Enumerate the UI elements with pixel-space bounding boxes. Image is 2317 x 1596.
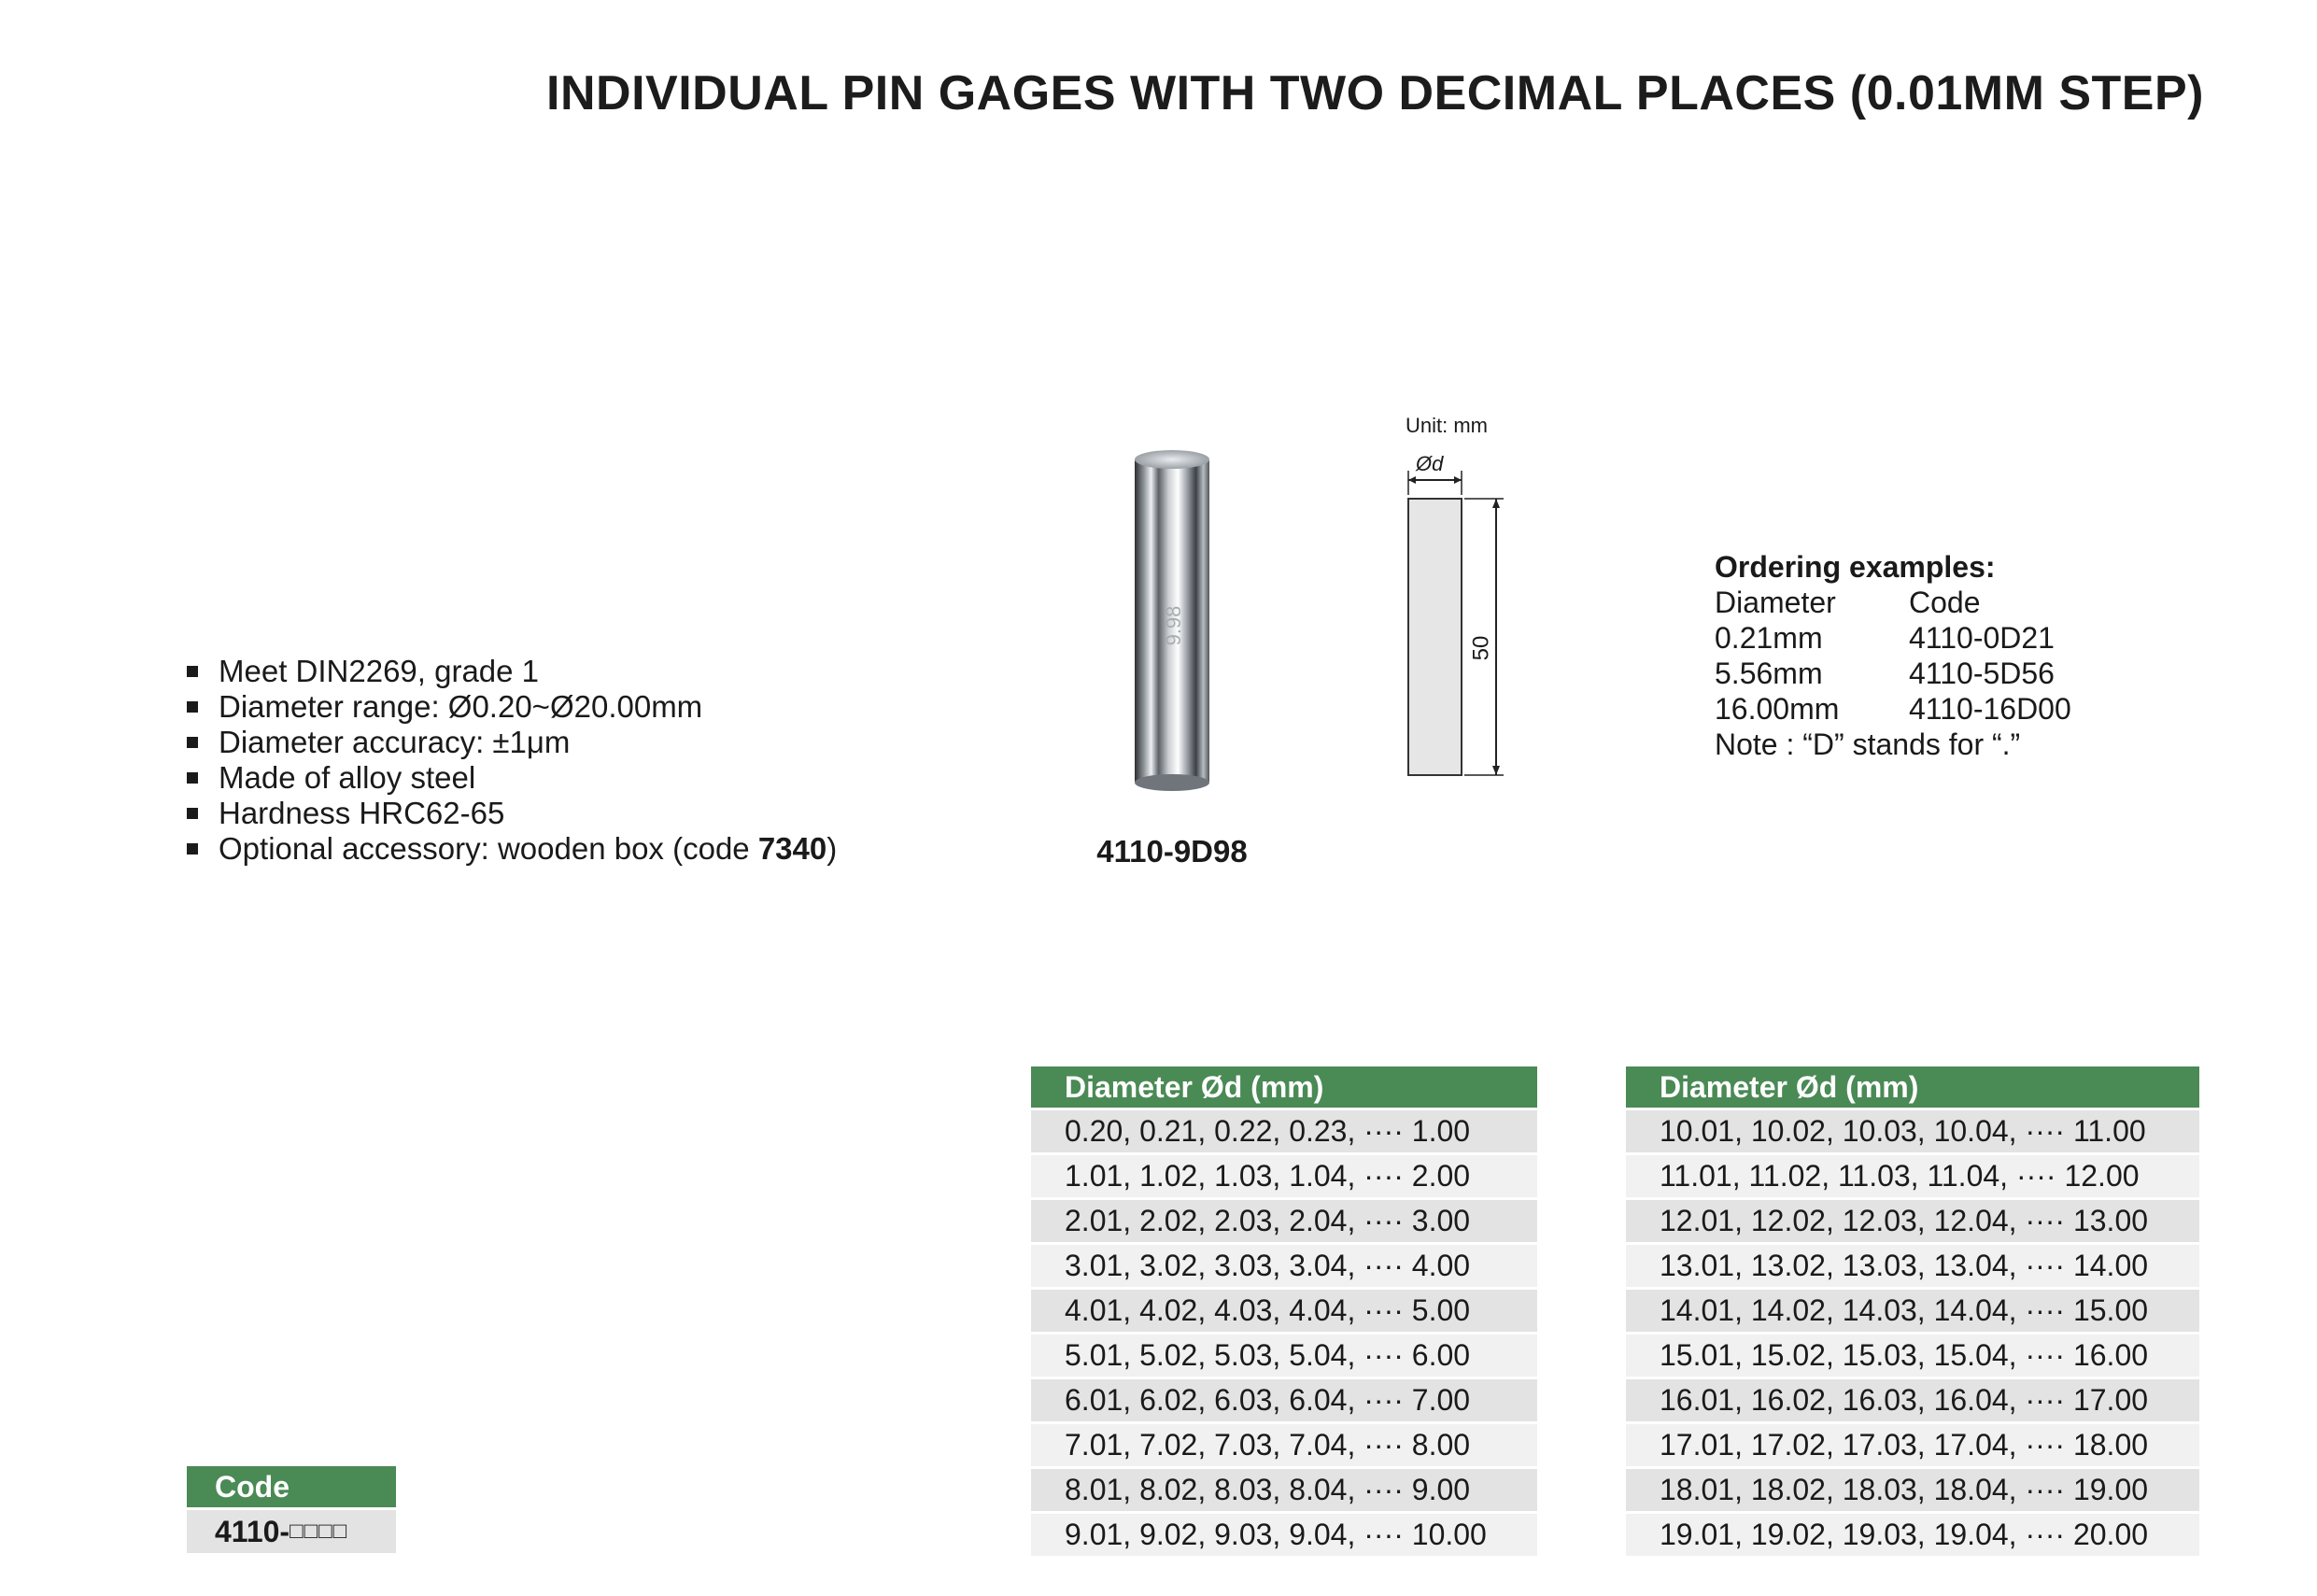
code-value: 4110- □□□□: [187, 1510, 396, 1553]
bullet-icon: [187, 701, 198, 713]
table-row: 2.01, 2.02, 2.03, 2.04, ···· 3.00: [1031, 1200, 1537, 1245]
ordering-row: 16.00mm 4110-16D00: [1715, 692, 2071, 726]
feature-list: [187, 654, 837, 867]
ordering-note: Note : “D” stands for “.”: [1715, 727, 2021, 761]
table-row: 15.01, 15.02, 15.03, 15.04, ···· 16.00: [1626, 1335, 2199, 1379]
bullet-icon: [187, 843, 198, 854]
feature-item: Optional accessory: wooden box (code 7340): [187, 831, 837, 867]
table-row: 5.01, 5.02, 5.03, 5.04, ···· 6.00: [1031, 1335, 1537, 1379]
code-header: Code: [187, 1466, 396, 1510]
table-row: 1.01, 1.02, 1.03, 1.04, ···· 2.00: [1031, 1155, 1537, 1200]
table-row: 4.01, 4.02, 4.03, 4.04, ···· 5.00: [1031, 1290, 1537, 1335]
diameter-label: Ød: [1416, 452, 1444, 475]
table-header: Diameter Ød (mm): [1031, 1066, 1537, 1110]
code-placeholder: □□□□: [290, 1518, 348, 1544]
ordering-heading: Ordering examples:: [1715, 550, 1996, 584]
table-row: 17.01, 17.02, 17.03, 17.04, ···· 18.00: [1626, 1424, 2199, 1469]
feature-item: Meet DIN2269, grade 1: [187, 654, 837, 689]
feature-item: Made of alloy steel: [187, 760, 837, 796]
page-title: INDIVIDUAL PIN GAGES WITH TWO DECIMAL PLACES (0.01MM STEP): [546, 66, 2204, 120]
feature-item: Hardness HRC62-65: [187, 796, 837, 831]
ordering-header-row: Diameter Code: [1715, 586, 1981, 619]
ordering-row: 0.21mm 4110-0D21: [1715, 621, 2055, 655]
bullet-icon: [187, 666, 198, 677]
table-row: 13.01, 13.02, 13.03, 13.04, ···· 14.00: [1626, 1245, 2199, 1290]
table-row: 16.01, 16.02, 16.03, 16.04, ···· 17.00: [1626, 1379, 2199, 1424]
diameter-table-right: [1626, 1066, 2199, 1559]
table-row: 9.01, 9.02, 9.03, 9.04, ···· 10.00: [1031, 1514, 1537, 1559]
diameter-table-left: [1031, 1066, 1537, 1559]
ordering-row: 5.56mm 4110-5D56: [1715, 657, 2055, 690]
ordering-examples: [1715, 549, 2071, 762]
pin-gage-image: [1130, 448, 1214, 794]
table-row: 6.01, 6.02, 6.03, 6.04, ···· 7.00: [1031, 1379, 1537, 1424]
table-header: Diameter Ød (mm): [1626, 1066, 2199, 1110]
table-row: 8.01, 8.02, 8.03, 8.04, ···· 9.00: [1031, 1469, 1537, 1514]
table-row: 7.01, 7.02, 7.03, 7.04, ···· 8.00: [1031, 1424, 1537, 1469]
bullet-icon: [187, 808, 198, 819]
table-row: 3.01, 3.02, 3.03, 3.04, ···· 4.00: [1031, 1245, 1537, 1290]
bullet-icon: [187, 772, 198, 784]
feature-item: Diameter accuracy: ±1μm: [187, 725, 837, 760]
feature-item: Diameter range: Ø0.20~Ø20.00mm: [187, 689, 837, 725]
table-row: 18.01, 18.02, 18.03, 18.04, ···· 19.00: [1626, 1469, 2199, 1514]
table-row: 10.01, 10.02, 10.03, 10.04, ···· 11.00: [1626, 1110, 2199, 1155]
unit-label: Unit: mm: [1406, 414, 1488, 437]
code-box: [187, 1466, 396, 1553]
table-row: 19.01, 19.02, 19.03, 19.04, ···· 20.00: [1626, 1514, 2199, 1559]
bullet-icon: [187, 737, 198, 748]
dimension-diagram: [1382, 402, 1569, 794]
length-label: 50: [1468, 635, 1494, 661]
table-row: 0.20, 0.21, 0.22, 0.23, ···· 1.00: [1031, 1110, 1537, 1155]
pin-caption: 4110-9D98: [1096, 834, 1248, 869]
accessory-code: 7340: [757, 831, 827, 866]
table-row: 14.01, 14.02, 14.03, 14.04, ···· 15.00: [1626, 1290, 2199, 1335]
pin-engraving: 9.98: [1162, 605, 1185, 646]
table-row: 12.01, 12.02, 12.03, 12.04, ···· 13.00: [1626, 1200, 2199, 1245]
table-row: 11.01, 11.02, 11.03, 11.04, ···· 12.00: [1626, 1155, 2199, 1200]
